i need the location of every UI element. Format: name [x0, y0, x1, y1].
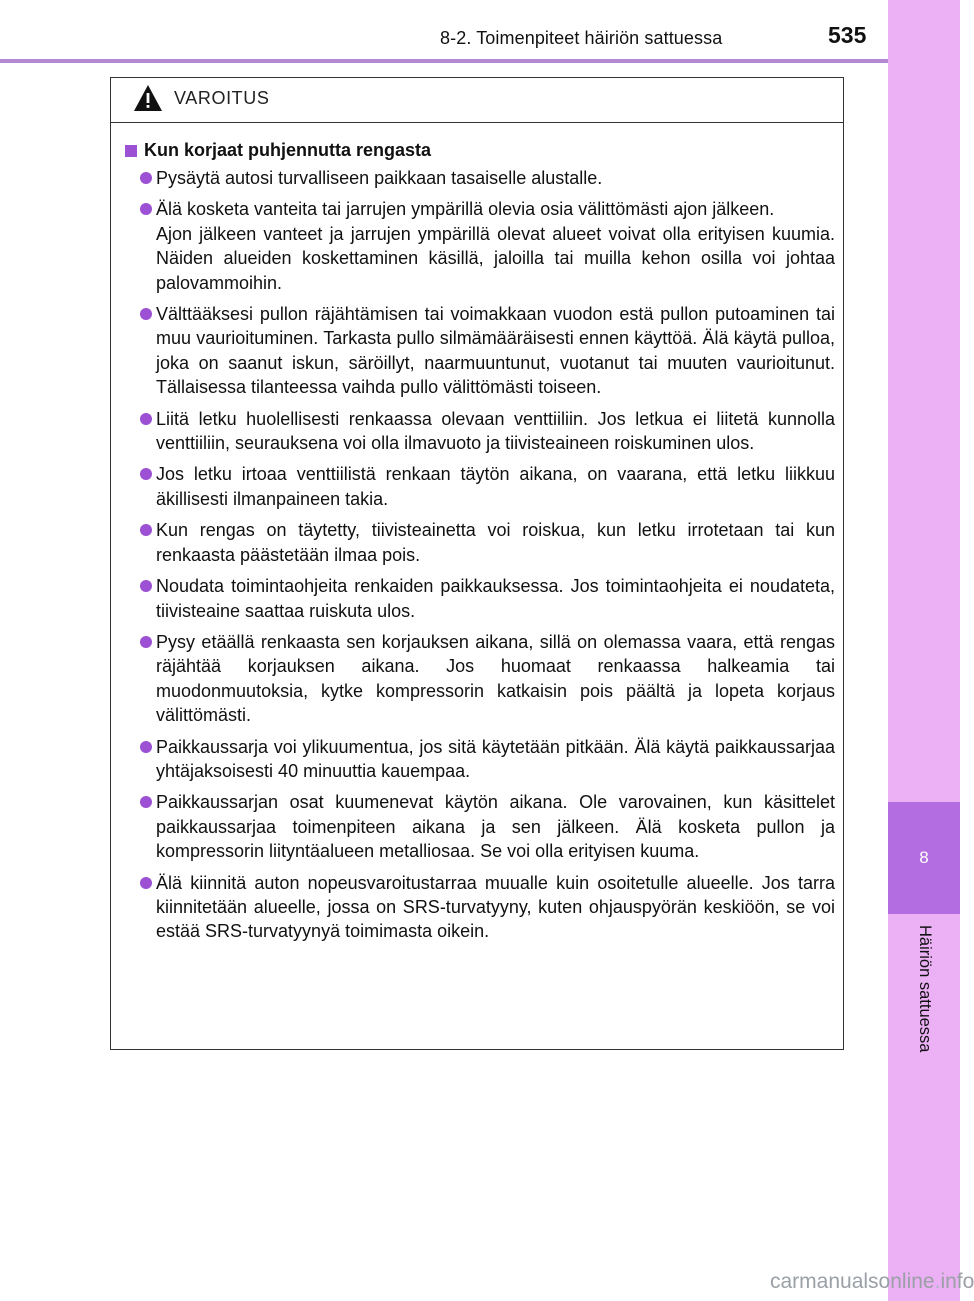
- warning-heading: [125, 138, 835, 163]
- section-title: 8-2. Toimenpiteet häiriön sattuessa: [440, 28, 723, 48]
- warning-bullet-item: [125, 407, 835, 456]
- warning-heading-text: Kun korjaat puhjennutta rengasta: [144, 140, 432, 160]
- warning-bullet-item: [125, 735, 835, 784]
- warning-bullet-item: [125, 574, 835, 623]
- chapter-number: 8: [919, 848, 929, 867]
- round-bullet-icon: [140, 308, 152, 320]
- round-bullet-icon: [140, 636, 152, 648]
- watermark-tld: info: [940, 1270, 974, 1293]
- warning-box: [110, 77, 844, 1050]
- header-divider: [0, 59, 888, 63]
- bullet-text: Liitä letku huolellisesti renkaassa olevaan venttiiliin. Jos letkua ei liitetä kunnolla venttiiliin, seurauksena voi olla ilmavuoto ja tiivisteaineen roiskuminen ulos.: [156, 408, 835, 454]
- watermark-dot: .: [934, 1270, 941, 1293]
- bullet-text: Paikkaussarjan osat kuumenevat käytön aikana. Ole varovainen, kun käsittelet paikkaussarjaa toimenpiteen aikana ja sen jälkeen. Älä kosketa pullon ja kompressorin liityntäalueen metalliosaa. Se voi olla erityisen kuuma.: [156, 792, 835, 862]
- watermark-text: carmanualsonline: [770, 1270, 935, 1293]
- side-tab: [888, 0, 960, 1301]
- bullet-text: Älä kosketa vanteita tai jarrujen ympärillä olevia osia välittömästi ajon jälkeen.: [156, 199, 775, 220]
- warning-bullet-item: [125, 518, 835, 567]
- round-bullet-icon: [140, 172, 152, 184]
- warning-bullet-item: [125, 302, 835, 400]
- bullet-text: Kun rengas on täytetty, tiivisteainetta voi roiskua, kun letku irrotetaan tai kun renkaasta päästetään ilmaa pois.: [156, 520, 835, 565]
- round-bullet-icon: [140, 877, 152, 889]
- round-bullet-icon: [140, 413, 152, 425]
- bullet-text: Noudata toimintaohjeita renkaiden paikkauksessa. Jos toimintaohjeita ei noudateta, tiivisteaine saattaa ruiskuta ulos.: [156, 576, 835, 621]
- round-bullet-icon: [140, 203, 152, 215]
- warning-label: VAROITUS: [174, 88, 270, 108]
- page-number: 535: [828, 22, 867, 48]
- round-bullet-icon: [140, 524, 152, 536]
- bullet-text: Ajon jälkeen vanteet ja jarrujen ympärillä olevat alueet voivat olla erityisen kuumia. Näiden alueiden koskettaminen käsillä, jaloilla tai muilla kehon osilla voi johtaa palovammoihin.: [156, 223, 835, 293]
- bullet-text: Jos letku irtoaa venttiilistä renkaan täytön aikana, on vaarana, että letku liikkuu äkillisesti ilmanpaineen takia.: [156, 464, 835, 509]
- warning-bullet-item: [125, 166, 835, 190]
- warning-bullet-item: [125, 871, 835, 944]
- round-bullet-icon: [140, 796, 152, 808]
- warning-bullet-list: [125, 166, 835, 944]
- round-bullet-icon: [140, 580, 152, 592]
- bullet-text: Pysy etäällä renkaasta sen korjauksen aikana, sillä on olemassa vaara, että rengas räjähtää korjauksen aikana. Jos huomaat renkaassa halkeamia tai muodonmuutoksia, kytke kompressorin katkaisin pois päältä ja lopeta korjaus välittömästi.: [156, 631, 835, 726]
- warning-bullet-item: [125, 630, 835, 728]
- warning-header: [111, 78, 843, 123]
- square-bullet-icon: [125, 145, 137, 157]
- round-bullet-icon: [140, 741, 152, 753]
- bullet-text: Älä kiinnitä auton nopeusvaroitustarraa muualle kuin osoitetulle alueelle. Jos tarra kiinnitetään alueelle, jossa on SRS-turvatyyny, kuten ohjauspyörän keskiöön, se voi estää SRS-turvatyynyä toimimasta oikein.: [156, 872, 835, 942]
- warning-bullet-item: [125, 790, 835, 863]
- bullet-text: Paikkaussarja voi ylikuumentua, jos sitä käytetään pitkään. Älä käytä paikkaussarjaa yhtäjaksoisesti 40 minuuttia kauempaa.: [156, 736, 835, 781]
- chapter-title: Häiriön sattuessa: [916, 925, 934, 1053]
- warning-bullet-item: [125, 462, 835, 511]
- warning-body: [111, 123, 843, 944]
- warning-bullet-item: [125, 197, 835, 295]
- bullet-text: Pysäytä autosi turvalliseen paikkaan tasaiselle alustalle.: [156, 168, 603, 188]
- round-bullet-icon: [140, 468, 152, 480]
- warning-triangle-icon: [133, 84, 163, 112]
- watermark: [770, 1270, 974, 1294]
- bullet-text: Välttääksesi pullon räjähtämisen tai voimakkaan vuodon estä pullon putoaminen tai muu vaurioituminen. Tarkasta pullo silmämääräisesti ennen käyttöä. Älä käytä pulloa, joka on saanut iskun, säröillyt, naarmuuntunut, vuotanut tai muuten vaurioitunut. Tällaisessa tilanteessa vaihda pullo välittömästi toiseen.: [156, 304, 835, 398]
